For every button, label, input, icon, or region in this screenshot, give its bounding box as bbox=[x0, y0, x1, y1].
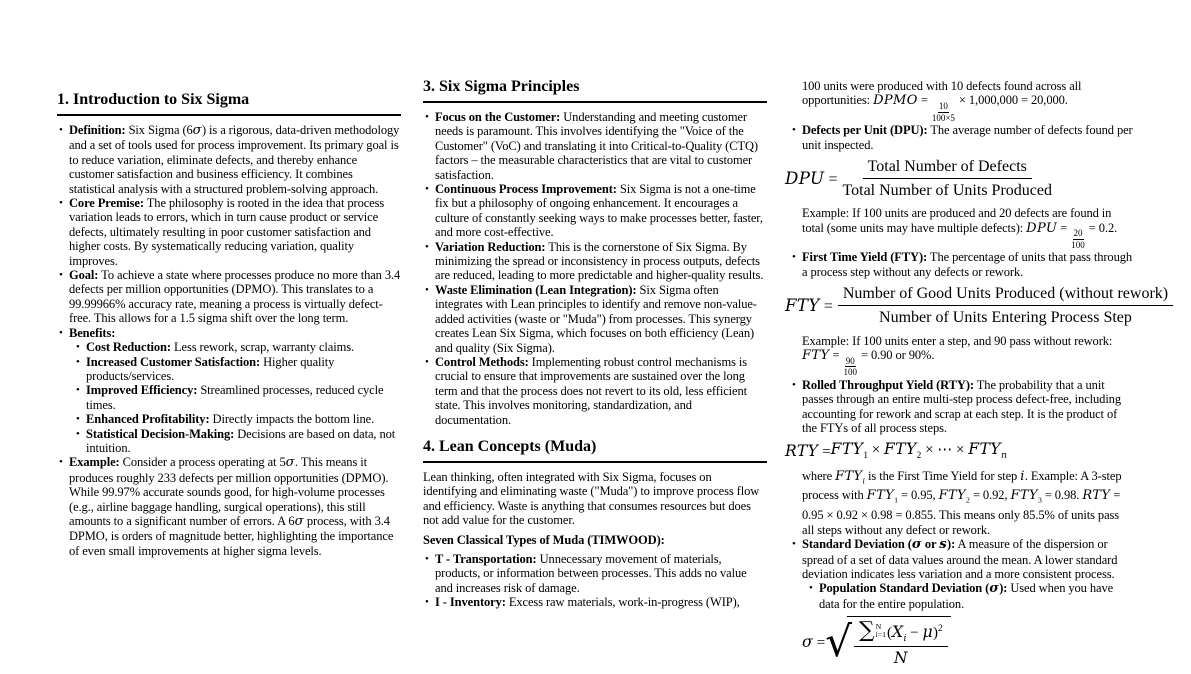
text-run: = 0.95 × 0.92 × 0.98 = 0.855. This means only 85.5% of units pass all steps without any defect or rework. bbox=[802, 488, 1121, 537]
column-1 bbox=[57, 91, 401, 558]
fraction-numerator bbox=[838, 284, 1173, 306]
paragraph bbox=[802, 469, 1134, 538]
text-run: = bbox=[829, 348, 843, 363]
text-run: Unnecessary movement of materials, products, or information between processes. This adds no value and increases risk of damage. bbox=[435, 551, 747, 595]
bold-text: Goal: bbox=[69, 268, 99, 283]
display-fraction bbox=[842, 157, 1052, 200]
math-variable: σ bbox=[802, 632, 814, 651]
paragraph bbox=[802, 334, 1134, 378]
summation-lower-limit: i=1 bbox=[875, 630, 887, 640]
formula-lhs bbox=[785, 295, 833, 316]
bold-text: Definition: bbox=[69, 123, 126, 137]
math-variable: FTY bbox=[1010, 488, 1038, 504]
bold-text: Enhanced Profitability: bbox=[86, 412, 210, 427]
inline-fraction bbox=[1070, 228, 1086, 250]
math-display-formula bbox=[785, 284, 1169, 327]
text-run: = bbox=[917, 93, 931, 108]
formula-body bbox=[831, 440, 1007, 462]
formula-lhs-inner bbox=[785, 442, 831, 461]
bold-text: First Time Yield (FTY): bbox=[802, 250, 928, 265]
text-run: Total Number of Defects bbox=[867, 157, 1027, 175]
formula-lhs bbox=[785, 168, 838, 189]
fraction-denominator bbox=[879, 306, 1132, 327]
list-item bbox=[423, 283, 767, 355]
list-item bbox=[74, 355, 401, 384]
text-run: Example: If 100 units enter a step, and 90 pass without rework: bbox=[802, 333, 1113, 348]
math-display-formula bbox=[802, 616, 1134, 668]
bullet-list bbox=[74, 340, 401, 455]
text-run: Six Sigma (6 bbox=[125, 123, 193, 137]
bold-text: Core Premise: bbox=[69, 196, 144, 211]
paragraph bbox=[802, 206, 1134, 250]
list-item bbox=[423, 240, 767, 283]
display-fraction bbox=[854, 620, 948, 668]
section-heading bbox=[423, 78, 767, 103]
formula-lhs bbox=[785, 441, 831, 461]
formula-lhs-inner bbox=[785, 296, 833, 316]
fraction-numerator: 10 bbox=[938, 100, 948, 111]
bullet-list bbox=[57, 123, 401, 558]
text-run: Lean thinking, often integrated with Six Sigma, focuses on identifying and eliminating waste ("Muda") to improve process flow and efficiency. Waste is anything that consumes resources but does not add value for the customer. bbox=[423, 469, 760, 528]
list-item bbox=[423, 182, 767, 240]
text-run: × bbox=[867, 442, 884, 459]
text-run: Directly impacts the bottom line. bbox=[209, 412, 375, 427]
bold-text: Example: bbox=[69, 455, 120, 470]
bold-text: Improved Efficiency: bbox=[86, 383, 198, 398]
list-item bbox=[423, 552, 767, 595]
text-run: = 0.95, bbox=[898, 488, 939, 503]
subscript: 3 bbox=[1037, 495, 1042, 505]
bold-text: ): bbox=[947, 537, 956, 552]
bullet-list bbox=[423, 110, 767, 427]
bold-text: ): bbox=[999, 581, 1008, 596]
radicand bbox=[847, 616, 951, 668]
math-display-formula bbox=[785, 157, 1134, 200]
bold-text: I - Inventory: bbox=[435, 595, 506, 610]
text-run: This is the cornerstone of Six Sigma. By minimizing the spread or inconsistency in process outputs, defects are reduced, leading to more predictable and higher-quality results. bbox=[435, 239, 764, 283]
text-run: = bbox=[1057, 220, 1071, 235]
math-variable: FTY bbox=[785, 295, 820, 315]
subscript: 1 bbox=[863, 451, 868, 462]
math-variable: RTY bbox=[1082, 488, 1111, 504]
sum-symbol: ∑ bbox=[859, 618, 875, 644]
text-run: = 0.92, bbox=[969, 488, 1011, 503]
text-run: = bbox=[824, 170, 838, 188]
math-variable-bold: s bbox=[939, 537, 947, 553]
text-run: = 0.98. bbox=[1041, 488, 1083, 503]
math-variable-bold: σ bbox=[911, 537, 922, 553]
text-run: × 1,000,000 = 20,000. bbox=[955, 93, 1068, 108]
subscript: 2 bbox=[916, 451, 922, 462]
bold-text: Continuous Process Improvement: bbox=[435, 182, 617, 197]
fraction-numerator bbox=[863, 157, 1032, 179]
text-run: = bbox=[819, 297, 833, 315]
math-variable: FTY bbox=[835, 468, 863, 484]
text-run: Example: If 100 units are produced and 20 defects are found in total (some units may have multiple defects): bbox=[802, 206, 1112, 235]
math-variable: FTY bbox=[830, 440, 864, 459]
subscript: 2 bbox=[966, 495, 970, 505]
text-run: ( bbox=[887, 625, 893, 642]
list-item bbox=[74, 383, 401, 412]
text-run: . This means it produces roughly 233 defects per million opportunities (DPMO). While 99.97% accurate sounds good, for high-volume processes (e.g., airline baggage handling, surgical operations), this still amounts to a significant number of errors. A 6 bbox=[69, 455, 389, 528]
text-run: Excess raw materials, work-in-progress (WIP), bbox=[505, 595, 740, 610]
bold-text: Cost Reduction: bbox=[86, 340, 171, 355]
section-title: 1. Introduction to Six Sigma bbox=[57, 91, 250, 108]
text-run: = 0.90 or 90%. bbox=[857, 348, 935, 363]
fraction-numerator bbox=[854, 620, 948, 647]
paragraph bbox=[790, 79, 1134, 123]
list-item bbox=[57, 326, 401, 456]
text-run: × ⋯ × bbox=[921, 442, 969, 459]
text-run: = 0.2. bbox=[1085, 220, 1118, 235]
math-variable: FTY bbox=[883, 440, 917, 459]
math-variable: i bbox=[1020, 468, 1025, 484]
column-3 bbox=[785, 79, 1169, 674]
radical-sign: √ bbox=[825, 617, 853, 667]
bullet-list bbox=[423, 552, 767, 610]
list-item bbox=[423, 595, 767, 609]
math-variable: σ bbox=[285, 455, 295, 471]
math-variable: RTY bbox=[785, 441, 819, 460]
bold-subheading bbox=[423, 533, 767, 547]
text-run: Understanding and meeting customer needs is paramount. This involves identifying the "Voice of the Customer" (VoC) and translating it into Critical-to-Quality (CTQ) factors – the measurable characteristics that are vital to customer satisfaction. bbox=[435, 110, 758, 182]
text-run: ) bbox=[933, 625, 939, 642]
fraction-denominator bbox=[894, 647, 908, 668]
text-run: = bbox=[813, 634, 826, 651]
bold-text: Waste Elimination (Lean Integration): bbox=[435, 282, 637, 297]
bold-text: Control Methods: bbox=[435, 354, 529, 369]
subscript: 1 bbox=[894, 495, 899, 505]
bold-text: Variation Reduction: bbox=[435, 239, 546, 254]
list-item bbox=[423, 110, 767, 182]
text-run: where bbox=[802, 468, 836, 483]
text-run: To achieve a state where processes produce no more than 3.4 defects per million opportunities (DPMO). This translates to a 99.99966% accuracy rate, meaning a process is virtually defect-free. This allows for a 1.5 sigma shift over the long term. bbox=[69, 268, 401, 326]
formula-lhs-inner bbox=[802, 633, 825, 652]
inline-fraction bbox=[931, 101, 956, 123]
text-run: The probability that a unit passes through an entire multi-step process defect-free, including accounting for rework and scrap at each step. It is the product of the FTYs of all process steps. bbox=[802, 377, 1121, 435]
bullet-list bbox=[785, 123, 1169, 668]
math-variable: FTY bbox=[968, 440, 1001, 459]
list-item bbox=[57, 455, 401, 558]
bold-text: Statistical Decision-Making: bbox=[86, 426, 235, 441]
text-run: process, with 3.4 DPMO, is orders of magnitude better, highlighting the importance of even small improvements at higher sigma levels. bbox=[69, 513, 394, 558]
text-run: The average number of defects found per unit inspected. bbox=[802, 123, 1133, 152]
math-display-formula bbox=[785, 440, 1134, 462]
list-item bbox=[785, 250, 1169, 378]
text-run: Number of Units Entering Process Step bbox=[879, 309, 1132, 327]
math-variable: FTY bbox=[866, 488, 895, 504]
list-item bbox=[802, 581, 1134, 668]
fraction-numerator: 90 bbox=[845, 355, 855, 366]
math-variable: μ bbox=[922, 623, 934, 642]
bold-text: Increased Customer Satisfaction: bbox=[86, 354, 261, 369]
bold-text: Seven Classical Types of Muda (TIMWOOD): bbox=[423, 532, 665, 547]
list-item bbox=[423, 355, 767, 427]
bold-text: Population Standard Deviation ( bbox=[819, 581, 990, 596]
text-run: The philosophy is rooted in the idea that process variation leads to errors, which in turn cause product or service defects, ultimately resulting in poor customer satisfaction and higher costs. By systematically reducing variation, quality improves. bbox=[69, 196, 385, 268]
fraction-numerator: 20 bbox=[1073, 228, 1083, 239]
subscript-italic: n bbox=[1000, 450, 1007, 462]
fraction-denominator: 100 bbox=[1071, 239, 1085, 250]
bold-text: Benefits: bbox=[69, 325, 116, 340]
formula-lhs-inner bbox=[785, 169, 837, 189]
list-item bbox=[57, 123, 401, 196]
text-run: is the First Time Yield for step bbox=[865, 468, 1021, 483]
bold-text: T - Transportation: bbox=[435, 551, 537, 566]
math-variable: DPU bbox=[1026, 220, 1058, 236]
column-2 bbox=[423, 78, 767, 610]
fraction-denominator bbox=[842, 179, 1052, 200]
math-variable: DPU bbox=[785, 168, 825, 188]
text-run: − bbox=[906, 625, 923, 642]
text-run: Total Number of Units Produced bbox=[842, 182, 1052, 200]
text-run: Streamlined processes, reduced cycle times. bbox=[86, 383, 384, 412]
list-item bbox=[785, 377, 1134, 537]
bullet-list bbox=[802, 581, 1134, 668]
math-variable: DPMO bbox=[873, 93, 918, 109]
section-title: 4. Lean Concepts (Muda) bbox=[423, 437, 597, 455]
text-run: Used when you have data for the entire population. bbox=[819, 581, 1114, 611]
bold-text: Rolled Throughput Yield (RTY): bbox=[802, 377, 974, 392]
bold-text: Defects per Unit (DPU): bbox=[802, 123, 928, 138]
text-run: = bbox=[818, 443, 831, 460]
text-run: ) is a rigorous, data-driven methodology and a set of tools used for process improvement. Its primary goal is to reduce variation, eliminate defects, and thereby enhance customer satisfaction and business efficiency. It combines statistical analysis with a structured problem-solving approach. bbox=[69, 123, 400, 196]
list-item bbox=[74, 412, 401, 426]
section-heading bbox=[57, 91, 401, 116]
text-run: Six Sigma is not a one-time fix but a philosophy of ongoing enhancement. It encourages a culture of constantly seeking ways to make processes better, faster, and more cost-effective. bbox=[435, 182, 763, 240]
bold-text: Focus on the Customer: bbox=[435, 110, 561, 124]
text-run: Number of Good Units Produced (without rework) bbox=[842, 285, 1169, 303]
bold-text: Standard Deviation ( bbox=[802, 537, 912, 552]
subscript-italic: i bbox=[903, 633, 907, 645]
math-variable: σ bbox=[192, 123, 202, 138]
bold-text: or bbox=[921, 537, 940, 552]
math-variable: FTY bbox=[938, 488, 967, 504]
section-heading bbox=[423, 438, 767, 463]
list-item bbox=[74, 427, 401, 456]
inline-fraction bbox=[842, 356, 858, 378]
paragraph bbox=[423, 470, 767, 528]
text-run: 100 units were produced with 10 defects found across all opportunities: bbox=[802, 79, 1082, 108]
text-run: Implementing robust control mechanisms is crucial to ensure that improvements are sustained over the long term and that the process does not revert to its old, less efficient state. This involves monitoring, standardization, and documentation. bbox=[435, 354, 747, 427]
list-item bbox=[57, 268, 401, 326]
math-variable: σ bbox=[294, 513, 304, 529]
math-variable: FTY bbox=[802, 348, 830, 364]
math-variable-bold: σ bbox=[989, 581, 1000, 597]
fraction-denominator: 100×5 bbox=[931, 112, 955, 123]
text-run: The percentage of units that pass through a process step without any defects or rework. bbox=[802, 250, 1133, 279]
display-fraction bbox=[838, 284, 1173, 327]
text-run: . Example: A 3-step process with bbox=[802, 468, 1122, 503]
summation-upper-limit: N bbox=[875, 621, 882, 631]
text-run: Higher quality products/services. bbox=[86, 354, 335, 383]
text-run: Six Sigma often integrates with Lean principles to identify and remove non-value-added activities (waste or "Muda") from processes. This synergy creates Lean Six Sigma, which focuses on both efficiency (Lean) and quality (Six Sigma). bbox=[435, 282, 757, 355]
list-item bbox=[790, 537, 1134, 668]
math-variable: N bbox=[893, 649, 908, 668]
superscript: 2 bbox=[938, 624, 943, 635]
list-item bbox=[74, 340, 401, 354]
text-run: Consider a process operating at 5 bbox=[119, 455, 286, 470]
text-run: Decisions are based on data, not intuition. bbox=[86, 426, 396, 455]
text-run: Less rework, scrap, warranty claims. bbox=[170, 340, 355, 355]
text-run: A measure of the dispersion or spread of a set of data values around the mean. A lower standard deviation indicates less variation and a more consistent process. bbox=[802, 537, 1118, 581]
square-root bbox=[825, 616, 950, 668]
summation-operator bbox=[859, 620, 886, 642]
section-title: 3. Six Sigma Principles bbox=[423, 78, 580, 95]
formula-lhs bbox=[802, 632, 826, 652]
list-item bbox=[57, 196, 401, 268]
math-variable: X bbox=[892, 623, 904, 642]
subscript-italic: i bbox=[862, 476, 866, 486]
fraction-denominator: 100 bbox=[843, 367, 857, 378]
summation-limits bbox=[876, 623, 886, 640]
list-item bbox=[785, 123, 1134, 250]
